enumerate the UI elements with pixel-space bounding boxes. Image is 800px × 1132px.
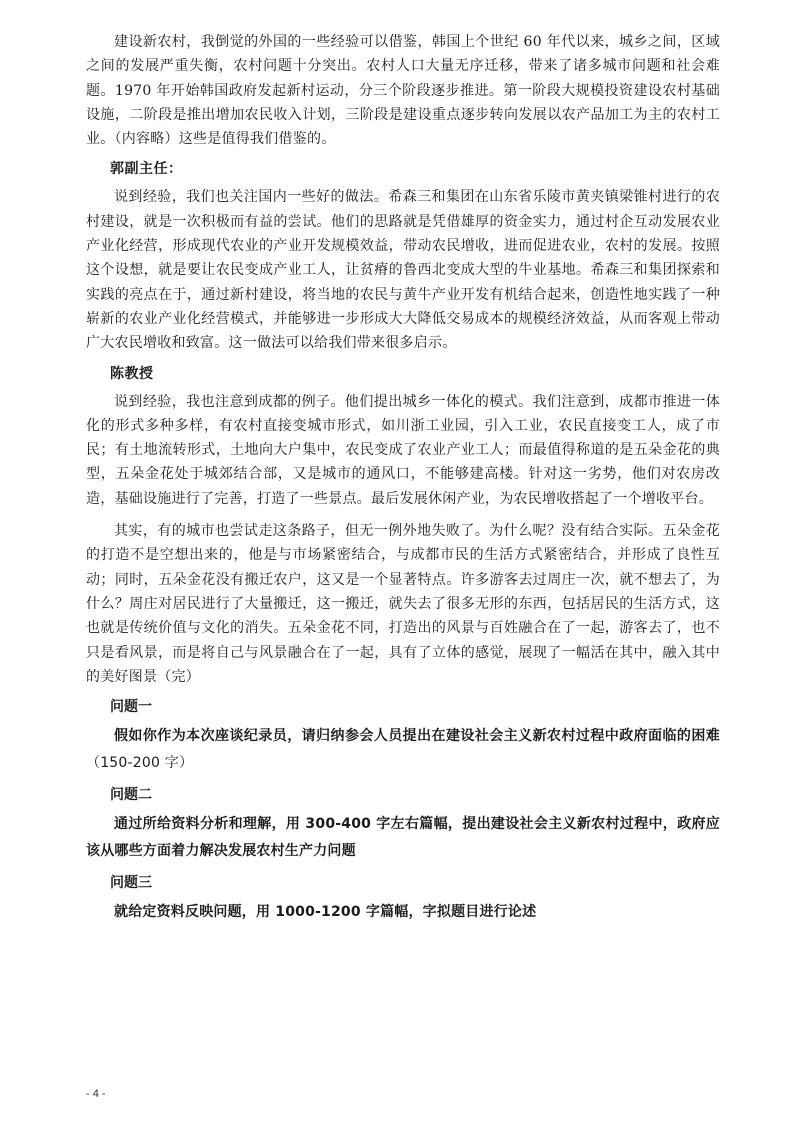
question-1-word-limit: （150-200 字） (86, 755, 194, 772)
paragraph-xisen-sanhe: 说到经验，我们也关注国内一些好的做法。希森三和集团在山东省乐陵市黄夹镇梁锥村进行的农村建设，就是一次积极而有益的尝试。他们的思路就是凭借雄厚的资金实力，通过村企互动发展农业产业化经营，形成现代农业的产业开发规模效益，带动农民增收，进而促进农业，农村的发展。按照这个设想，就是要让农民变成产业工人，让贫瘠的鲁西北变成大型的牛业基地。希森三和集团探索和实践的亮点在于，通过新村建设，将当地的农民与黄牛产业开发有机结合起来，创造性地实践了一种崭新的农业产业化经营模式，并能够进一步形成大大降低交易成本的规模经济效益，从而客观上带动广大农民增收和致富。这一做法可以给我们带来很多启示。 (86, 189, 720, 352)
question-3-text: 就给定资料反映问题，用 1000-1200 字篇幅，字拟题目进行论述 (114, 904, 537, 921)
speaker-chen: 陈教授 (110, 365, 154, 382)
paragraph-five-golden-flowers: 其实，有的城市也尝试走这条路子，但无一例外地失败了。为什么呢？没有结合实际。五朵金花的打造不是空想出来的，他是与市场紧密结合，与成都市民的生活方式紧密结合，并形成了良性互动；同时，五朵金花没有搬迁农户，这又是一个显著特点。许多游客去过周庄一次，就不想去了，为什么？周庄对居民进行了大量搬迁，这一搬迁，就失去了很多无形的东西，包括居民的生活方式，这也就是传统价值与文化的消失。五朵金花不同，打造出的风景与百姓融合在了一起，游客去了，也不只是看风景，而是将自己与风景融合在了一起，具有了立体的感觉，展现了一幅活在其中，融入其中的美好图景（完） (86, 523, 720, 685)
question-1-text (86, 723, 720, 777)
speaker-guo: 郭副主任： (110, 161, 183, 178)
question-2-text: 通过所给资料分析和理解，用 300-400 字左右篇幅，提出建设社会主义新农村过程中，政府应该从哪些方面着力解决发展农村生产力问题 (86, 816, 720, 860)
question-1-body: 假如你作为本次座谈纪录员，请归纳参会人员提出在建设社会主义新农村过程中政府面临的困难 (114, 728, 720, 745)
question-1-title: 问题一 (110, 699, 152, 716)
page-number: - 4 - (86, 1088, 106, 1100)
question-3-title: 问题三 (110, 875, 152, 892)
paragraph-chengdu: 说到经验，我也注意到成都的例子。他们提出城乡一体化的模式。我们注意到，成都市推进一体化的形式多种多样，有农村直接变城市形式，如川浙工业园，引入工业，农民直接变工人，成了市民；有土地流转形式，土地向大户集中，农民变成了农业产业工人；而最值得称道的是五朵金花的典型，五朵金花处于城郊结合部，又是城市的通风口，不能够建高楼。针对这一劣势，他们对农房改造，基础设施进行了完善，打造了一些景点。最后发展休闲产业，为农民增收搭起了一个增收平台。 (86, 393, 720, 507)
question-2-title: 问题二 (110, 787, 152, 804)
paragraph-korea-experience: 建设新农村，我倒觉的外国的一些经验可以借鉴，韩国上个世纪 60 年代以来，城乡之间，区域之间的发展严重失衡，农村问题十分突出。农村人口大量无序迁移，带来了诸多城市问题和社会难题。1970 年开始韩国政府发起新村运动，分三个阶段逐步推进。第一阶段大规模投资建设农村基础设施，二阶段是推出增加农民收入计划，三阶段是建设重点逐步转向发展以农产品加工为主的农村工业。（内容略）这些是值得我们借鉴的。 (86, 34, 720, 148)
